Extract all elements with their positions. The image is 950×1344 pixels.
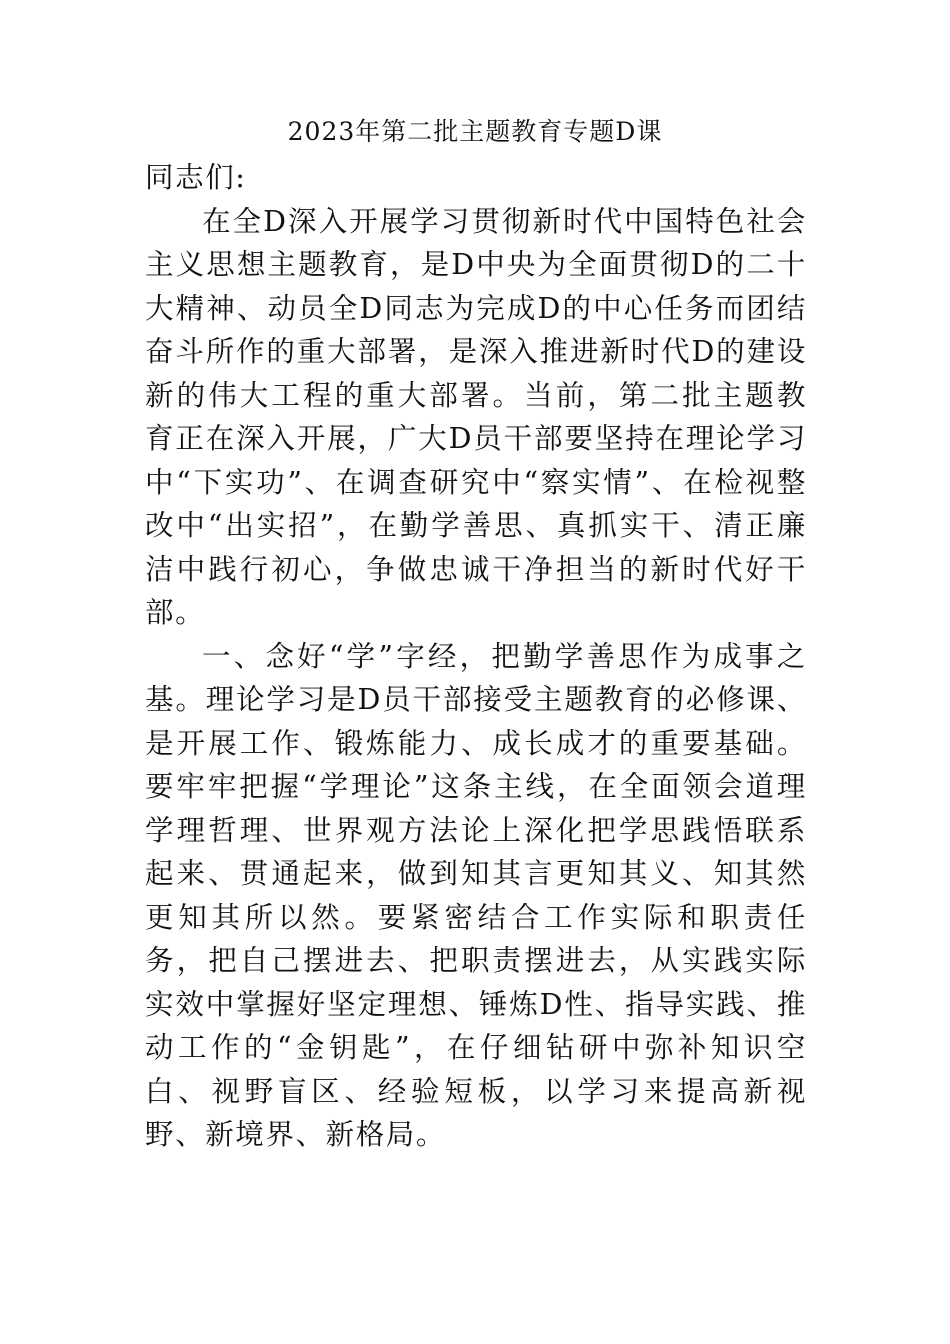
document-body [145,156,807,1157]
paragraph-section-one: 一、念好“学”字经，把勤学善思作为成事之基。理论学习是D员干部接受主题教育的必修课、是开展工作、锻炼能力、成长成才的重要基础。要牢牢把握“学理论”这条主线，在全面领会道理学理哲理、世界观方法论上深化把学思践悟联系起来、贯通起来，做到知其言更知其义、知其然更知其所以然。要紧密结合工作实际和职责任务，把自己摆进去、把职责摆进去，从实践实际实效中掌握好坚定理想、锤炼D性、指导实践、推动工作的“金钥匙”，在仔细钻研中弥补知识空白、视野盲区、经验短板，以学习来提高新视野、新境界、新格局。 [145,639,807,1151]
salutation: 同志们: [145,161,247,194]
paragraph-intro: 在全D深入开展学习贯彻新时代中国特色社会主义思想主题教育，是D中央为全面贯彻D的二十大精神、动员全D同志为完成D的中心任务而团结奋斗所作的重大部署，是深入推进新时代D的建设新的伟大工程的重大部署。当前，第二批主题教育正在深入开展，广大D员干部要坚持在理论学习中“下实功”、在调查研究中“察实情”、在检视整改中“出实招”，在勤学善思、真抓实干、清正廉洁中践行初心，争做忠诚干净担当的新时代好干部。 [145,204,807,629]
document-title: 2023年第二批主题教育专题D课 [287,117,663,146]
